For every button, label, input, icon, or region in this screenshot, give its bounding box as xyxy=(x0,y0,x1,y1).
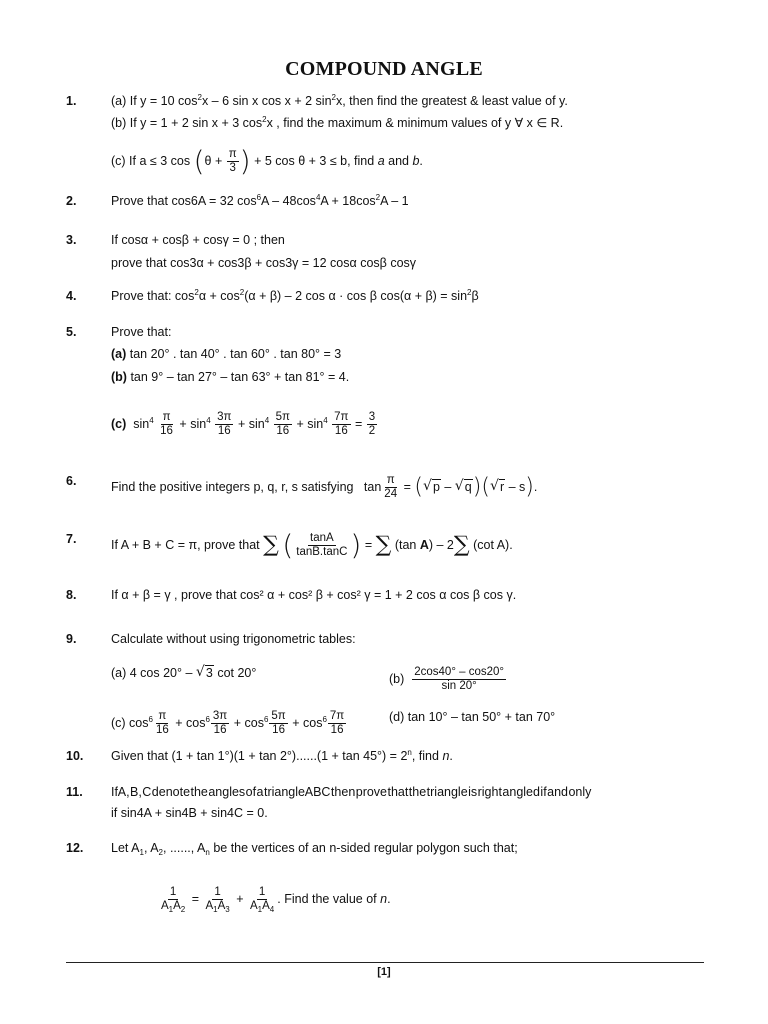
question-number: 3. xyxy=(66,233,77,247)
page-number: [1] xyxy=(377,966,391,978)
question-3-line2-row xyxy=(0,256,768,276)
question-1b xyxy=(0,115,768,135)
question-number: 4. xyxy=(66,289,77,303)
question-3 xyxy=(0,233,768,253)
question-1c xyxy=(0,144,768,178)
question-9c-text: (c) $\cos^6$ $\frac{\pi}{16}$ + $\cos^6$ $\frac{3\pi}{16}$ + $\cos^6$ $\frac{5\pi}{16}$ + $\cos^6$ $\frac{7\pi}{16}$ xyxy=(111,710,345,736)
question-number: 1. xyxy=(66,94,77,108)
question-4 xyxy=(0,289,768,309)
question-9a xyxy=(0,666,768,692)
question-10 xyxy=(0,749,768,769)
question-1a-text: (a) If y = 10 $\cos^2x - 6$ sin x cos x + 2 $\sin^2x$, then find the greatest & least value of y. xyxy=(111,93,568,108)
question-9a-text: (a) 4 cos 20° – √ 3 cot 20° xyxy=(111,666,256,680)
question-3-line2: prove that cos3α + cos3β + cos3γ = 12 cosα cosβ cosγ xyxy=(111,256,417,270)
question-9d-text: (d) tan 10° – tan 50° + tan 70° xyxy=(389,710,556,724)
question-6-text: Find the positive integers p, q, r, s satisfying tan $\frac{\pi}{24}$ = (√ p – √ q)(√ r – s). xyxy=(111,474,537,501)
question-2-text: Prove that cos6A = 32 $\cos^6A - 48\cos^4A + 18\cos^2A - 1$ xyxy=(111,193,409,208)
question-11-line2-row xyxy=(0,806,768,826)
question-4-text: Prove that: $\cos^2\alpha + \cos^2(\alpha + \beta) - 2$ cos α · cos β $\cos(\alpha + \beta) = \sin^2\beta$ xyxy=(111,288,479,303)
question-2 xyxy=(0,194,768,214)
question-12-line1: Let $A_1$, $A_2$, ......, $A_n$ be the vertices of an n-sided regular polygon such that; xyxy=(111,841,518,857)
question-1c-text: (c) If a ≤ 3 cos (θ + $\frac{\pi}{3}$ ) + 5 cos θ + 3 ≤ b, find a and b. xyxy=(111,144,423,178)
question-9c xyxy=(0,710,768,736)
question-5c xyxy=(0,411,768,437)
question-number: 11. xyxy=(66,785,83,799)
question-7-text: If A + B + C = π, prove that ∑ ( $\frac{\tan A}{\tan B.\tan C}$ ) = ∑ (tan A) – 2∑ (cot A). xyxy=(111,528,513,562)
question-11-line1: If A, B, C denote the angles of a triangle ABC then prove that the triangle is right angled if and only xyxy=(111,785,592,799)
question-12-equation xyxy=(0,886,768,914)
question-number: 12. xyxy=(66,841,84,855)
question-5-intro: Prove that: xyxy=(111,325,172,339)
question-5 xyxy=(0,325,768,345)
question-12-formula: $\frac{1}{A_1A_2}$ = $\frac{1}{A_1A_3}$ + $\frac{1}{A_1A_4}$ . Find the value of n. xyxy=(161,886,391,914)
question-number: 6. xyxy=(66,474,77,488)
question-12 xyxy=(0,841,768,861)
question-5b xyxy=(0,370,768,390)
question-number: 9. xyxy=(66,632,77,646)
question-number: 10. xyxy=(66,749,84,763)
question-1b-text: (b) If y = 1 + 2 sin x + 3 $\cos^2x$ , find the maximum & minimum values of y ∀ x ∈ R. xyxy=(111,115,564,130)
question-number: 8. xyxy=(66,588,77,602)
question-5b-text: (b) tan 9° – tan 27° – tan 63° + tan 81° = 4. xyxy=(111,370,350,384)
question-6 xyxy=(0,474,768,500)
question-1 xyxy=(0,94,768,114)
question-number: 2. xyxy=(66,194,77,208)
question-9-intro: Calculate without using trigonometric tables: xyxy=(111,632,356,646)
question-7 xyxy=(0,528,768,562)
footer-divider xyxy=(66,962,704,963)
question-9 xyxy=(0,632,768,652)
question-5a xyxy=(0,347,768,367)
question-number: 5. xyxy=(66,325,77,339)
question-11-line2: if sin4A + sin4B + sin4C = 0. xyxy=(111,806,268,820)
question-5a-text: (a) tan 20° . tan 40° . tan 60° . tan 80° = 3 xyxy=(111,347,342,361)
question-3-line1: If cosα + cosβ + cosγ = 0 ; then xyxy=(111,233,285,247)
page-title: COMPOUND ANGLE xyxy=(285,58,483,80)
question-11 xyxy=(0,785,768,805)
question-9b-text: (b) $\frac{2\cos 40^\circ - \cos 20^\circ}{\sin 20^\circ}$ xyxy=(389,666,504,692)
question-10-text: Given that $(1 + \tan 1^\circ)(1 + \tan 2^\circ)......(1 + \tan 45^\circ) = 2^n$, find n. xyxy=(111,748,453,763)
question-5c-text: (c) $\sin^4$ $\frac{\pi}{16}$ + $\sin^4$ $\frac{3\pi}{16}$ + $\sin^4$ $\frac{5\pi}{16}$ + $\sin^4$ $\frac{7\pi}{16}$ = $\frac{3}{2}$ xyxy=(111,411,376,437)
question-8-text: If α + β = γ , prove that cos² α + cos² β + cos² γ = 1 + 2 cos α cos β cos γ. xyxy=(111,588,517,602)
question-number: 7. xyxy=(66,532,77,546)
question-8 xyxy=(0,588,768,608)
